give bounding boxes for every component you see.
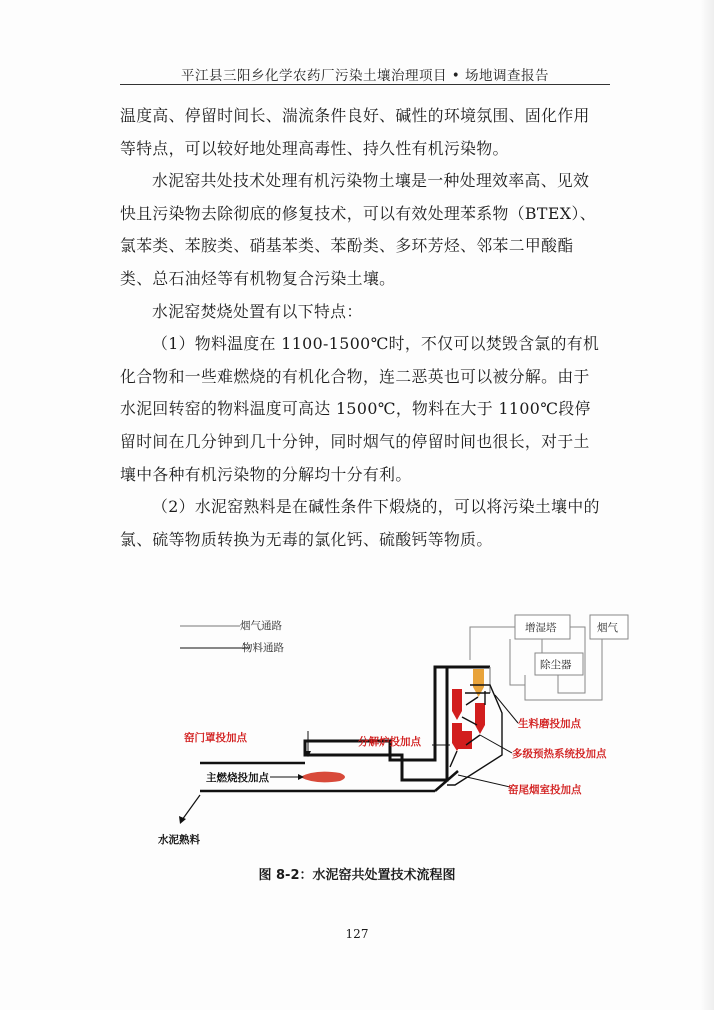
- running-header: 平江县三阳乡化学农药厂污染土壤治理项目 • 场地调查报告: [180, 68, 550, 84]
- body-text: [120, 100, 602, 556]
- kiln-hood-feed-label: 窑门罩投加点: [184, 732, 247, 744]
- top-cyclone: [473, 669, 484, 687]
- preheater-tower-outline: [305, 667, 447, 780]
- process-flow-diagram: [140, 605, 618, 855]
- cyclone-left-1-cone: [452, 711, 462, 720]
- page-edge-shadow: [700, 0, 714, 1010]
- paragraph-continuation: 温度高、停留时间长、湍流条件良好、碱性的环境氛围、固化作用等特点，可以较好地处理高毒性、持久性有机污染物。: [120, 106, 590, 158]
- kiln-inlet-arrow-line: [458, 775, 510, 787]
- dust-collector-label: 除尘器: [540, 659, 572, 671]
- raw-mill-feed-label: 生料磨投加点: [518, 718, 581, 730]
- paragraph-feature-1: （1）物料温度在 1100-1500℃时，不仅可以焚毁含氯的有机化合物和一些难燃烧的有机化合物，连二恶英也可以被分解。由于水泥回转窑的物料温度可高达 1500℃，物料在大于 1100℃段停留时间在几分钟到几十分钟，同时烟气的停留时间也很长，对于土壤中各种有机污染物的分解均十分有利。: [120, 334, 600, 484]
- humidifier-link: [510, 639, 525, 685]
- top-cyclone-cone: [473, 687, 484, 697]
- main-burner-feed-label: 主燃烧投加点: [206, 772, 269, 784]
- page-number: 127: [345, 927, 369, 941]
- kiln-inlet-feed-label: 窑尾烟室投加点: [508, 784, 582, 796]
- clinker-label: 水泥熟料: [158, 834, 200, 846]
- process-flow-svg: [140, 605, 618, 855]
- paragraph-features-intro: 水泥窑焚烧处置有以下特点：: [152, 301, 363, 321]
- paragraph-cement-kiln-tech: 水泥窑共处技术处理有机污染物土壤是一种处理效率高、见效快且污染物去除彻底的修复技术，可以有效处理苯系物（BTEX）、氯苯类、苯胺类、硝基苯类、苯酚类、多环芳烃、邻苯二甲酸酯类、总石油烃等有机物复合污染土壤。: [120, 171, 596, 288]
- cyclone-right-1-cone: [475, 725, 485, 734]
- raw-mill-arrow-line: [495, 695, 518, 723]
- exhaust-label: 烟气: [597, 622, 618, 634]
- header-rule: [120, 84, 610, 85]
- cyclone-left-1: [452, 689, 462, 711]
- paragraph-feature-2: （2）水泥窑熟料是在碱性条件下煅烧的，可以将污染土壤中的氯、硫等物质转换为无毒的氯化钙、硫酸钙等物质。: [120, 497, 600, 549]
- calciner-feed-label: 分解炉投加点: [358, 736, 421, 748]
- humidifier-tower-label: 增湿塔: [525, 622, 557, 634]
- clinker-outlet-line: [182, 795, 200, 820]
- legend-flue-gas-label: 烟气通路: [240, 620, 282, 632]
- clinker-arrow-icon: [179, 816, 186, 824]
- figure-caption: 图 8-2：水泥窑共处置技术流程图: [258, 868, 456, 883]
- calciner-block: [458, 731, 472, 749]
- preheater-feed-label: 多级预热系统投加点: [512, 748, 607, 760]
- legend-material-label: 物料通路: [242, 642, 284, 654]
- flame-icon: [300, 772, 345, 783]
- preheater-arrow-line: [480, 735, 512, 753]
- cyclone-right-1: [475, 703, 485, 725]
- main-burner-arrow-icon: [298, 774, 304, 780]
